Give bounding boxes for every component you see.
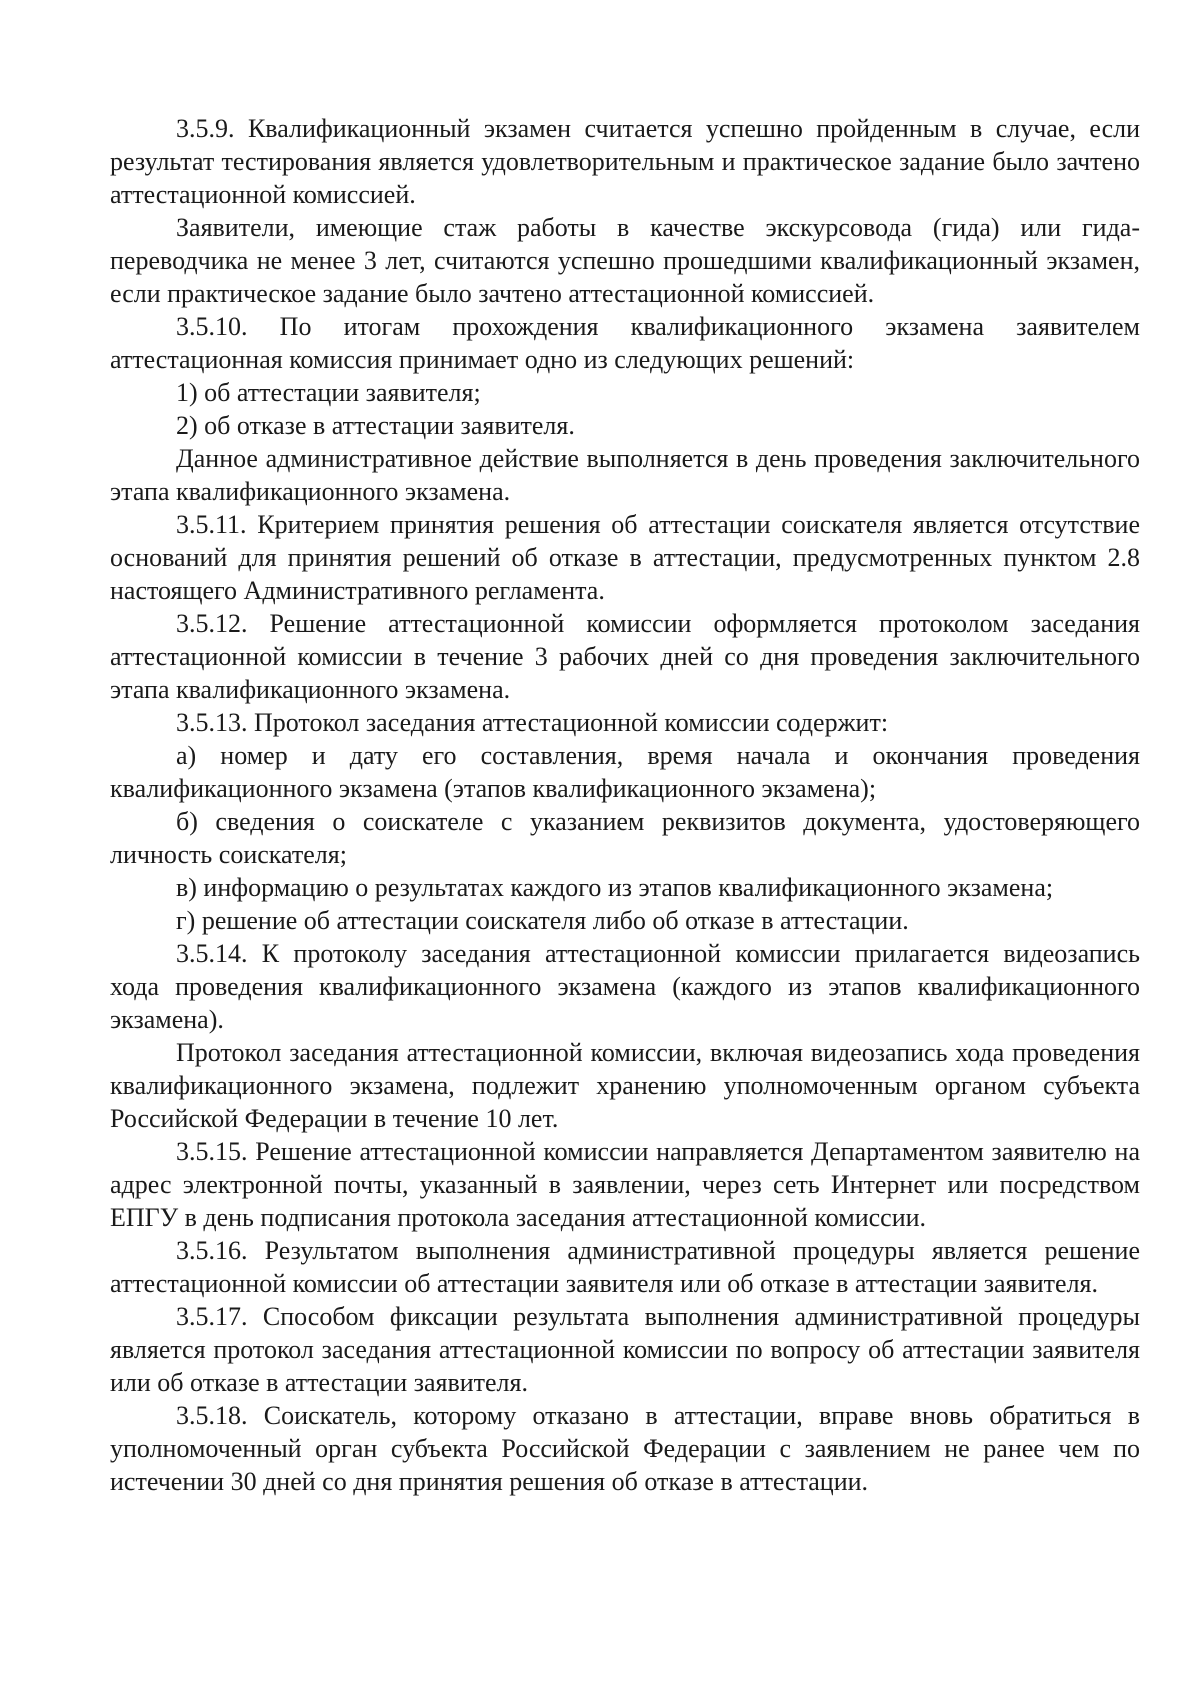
list-item-1: 1) об аттестации заявителя; (176, 378, 481, 407)
paragraph-3-5-9: 3.5.9. Квалификационный экзамен считается успешно пройденным в случае, если результат тестирования является удовлетворительным и практическое задание было зачтено аттестационной комиссией. (110, 114, 1140, 209)
list-item-b: б) сведения о соискателе с указанием реквизитов документа, удостоверяющего личность соискателя; (110, 807, 1140, 869)
paragraph-applicants-experience: Заявители, имеющие стаж работы в качестве экскурсовода (гида) или гида-переводчика не менее 3 лет, считаются успешно прошедшими квалификационный экзамен, если практическое задание было зачтено аттестационной комиссией. (110, 213, 1140, 308)
document-body (110, 112, 1140, 1498)
paragraph-3-5-11: 3.5.11. Критерием принятия решения об аттестации соискателя является отсутствие оснований для принятия решений об отказе в аттестации, предусмотренных пунктом 2.8 настоящего Административного регламента. (110, 510, 1140, 605)
list-item-2: 2) об отказе в аттестации заявителя. (176, 411, 575, 440)
paragraph-3-5-16: 3.5.16. Результатом выполнения административной процедуры является решение аттестационной комиссии об аттестации заявителя или об отказе в аттестации заявителя. (110, 1236, 1140, 1298)
list-item-v: в) информацию о результатах каждого из этапов квалификационного экзамена; (176, 873, 1054, 902)
paragraph-admin-action: Данное административное действие выполняется в день проведения заключительного этапа квалификационного экзамена. (110, 444, 1140, 506)
paragraph-3-5-17: 3.5.17. Способом фиксации результата выполнения административной процедуры является протокол заседания аттестационной комиссии по вопросу об аттестации заявителя или об отказе в аттестации заявителя. (110, 1302, 1140, 1397)
paragraph-3-5-10: 3.5.10. По итогам прохождения квалификационного экзамена заявителем аттестационная комиссия принимает одно из следующих решений: (110, 312, 1140, 374)
paragraph-3-5-14: 3.5.14. К протоколу заседания аттестационной комиссии прилагается видеозапись хода проведения квалификационного экзамена (каждого из этапов квалификационного экзамена). (110, 939, 1140, 1034)
list-item-a: а) номер и дату его составления, время начала и окончания проведения квалификационного экзамена (этапов квалификационного экзамена); (110, 741, 1140, 803)
paragraph-3-5-18: 3.5.18. Соискатель, которому отказано в аттестации, вправе вновь обратиться в уполномоченный орган субъекта Российской Федерации с заявлением не ранее чем по истечении 30 дней со дня принятия решения об отказе в аттестации. (110, 1401, 1140, 1496)
paragraph-protocol-storage: Протокол заседания аттестационной комиссии, включая видеозапись хода проведения квалификационного экзамена, подлежит хранению уполномоченным органом субъекта Российской Федерации в течение 10 лет. (110, 1038, 1140, 1133)
paragraph-3-5-15: 3.5.15. Решение аттестационной комиссии направляется Департаментом заявителю на адрес электронной почты, указанный в заявлении, через сеть Интернет или посредством ЕПГУ в день подписания протокола заседания аттестационной комиссии. (110, 1137, 1140, 1232)
list-item-g: г) решение об аттестации соискателя либо об отказе в аттестации. (176, 906, 909, 935)
paragraph-3-5-12: 3.5.12. Решение аттестационной комиссии оформляется протоколом заседания аттестационной комиссии в течение 3 рабочих дней со дня проведения заключительного этапа квалификационного экзамена. (110, 609, 1140, 704)
paragraph-3-5-13: 3.5.13. Протокол заседания аттестационной комиссии содержит: (176, 708, 889, 737)
